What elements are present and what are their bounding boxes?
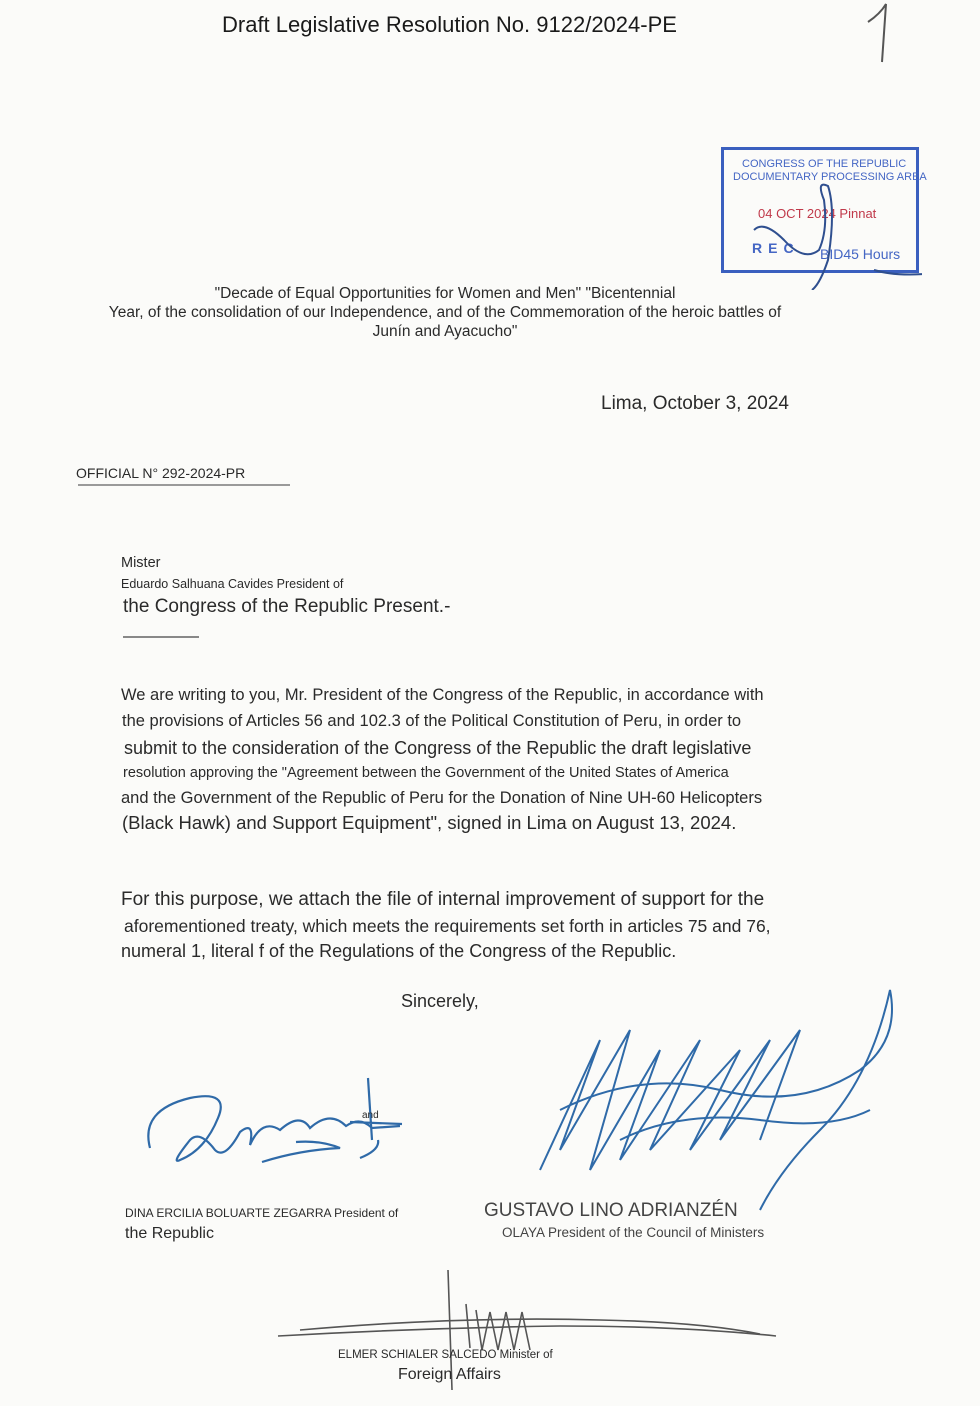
foreign-minister-name-line-1: ELMER SCHIALER SALCEDO Minister of (338, 1349, 553, 1361)
paragraph2-line-3: numeral 1, literal f of the Regulations of the Congress of the Republic. (121, 941, 677, 961)
addressee-salutation: Mister (121, 555, 161, 571)
closing-sincerely: Sincerely, (401, 991, 479, 1011)
paragraph1-line-1: We are writing to you, Mr. President of the Congress of the Republic, in accordance with (121, 686, 764, 704)
paragraph1-line-6: (Black Hawk) and Support Equipment", signed in Lima on August 13, 2024. (122, 812, 737, 833)
paragraph1-line-2: the provisions of Articles 56 and 102.3 of the Political Constitution of Peru, in order to (122, 712, 742, 730)
stamp-signature-scribble (724, 150, 922, 290)
stamp-line-2: DOCUMENTARY PROCESSING AREA (733, 171, 927, 183)
official-motto (60, 284, 830, 341)
president-name-line-1: DINA ERCILIA BOLUARTE ZEGARRA President of (125, 1206, 399, 1220)
paragraph2-line-1: For this purpose, we attach the file of internal improvement of support for the (121, 889, 765, 910)
council-minister-name-line-1: GUSTAVO LINO ADRIANZÉN (484, 1200, 738, 1221)
addressee-name: Eduardo Salhuana Cavides President of (121, 577, 344, 591)
foreign-minister-name-line-2: Foreign Affairs (398, 1366, 501, 1383)
president-name-line-2: the Republic (125, 1225, 214, 1242)
addressee-underline (123, 636, 199, 638)
stamp-hours: BID45 Hours (820, 246, 901, 262)
motto-line-2: Year, of the consolidation of our Independence, and of the Commemoration of the heroic battles of (108, 304, 782, 321)
motto-line-1: "Decade of Equal Opportunities for Women and Men" "Bicentennial (214, 285, 676, 302)
council-minister-name-line-2: OLAYA President of the Council of Ministers (502, 1225, 765, 1240)
stamp-date: 04 OCT 2024 Pinnat (758, 206, 877, 221)
motto-line-3: Junín and Ayacucho" (372, 323, 518, 340)
foreign-minister-signature (278, 1270, 776, 1390)
letter-date: Lima, October 3, 2024 (601, 393, 789, 414)
and-label: and (362, 1110, 379, 1121)
stamp-line-1: CONGRESS OF THE REPUBLIC (742, 158, 907, 170)
paragraph1-line-5: and the Government of the Republic of Peru for the Donation of Nine UH-60 Helicopters (121, 789, 763, 807)
official-reference: OFFICIAL N° 292-2024-PR (76, 465, 246, 481)
stamp-rec: REC (752, 240, 800, 256)
paragraph1-line-4: resolution approving the "Agreement between the Government of the United States of America (123, 765, 729, 781)
council-minister-signature (540, 990, 892, 1210)
addressee-body: the Congress of the Republic Present.- (123, 596, 451, 617)
reception-stamp (721, 147, 927, 273)
paragraph1-line-3: submit to the consideration of the Congress of the Republic the draft legislative (124, 738, 752, 758)
paragraph2-line-2: aforementioned treaty, which meets the requirements set forth in articles 75 and 76, (124, 916, 771, 936)
document-title: Draft Legislative Resolution No. 9122/2024-PE (222, 12, 677, 37)
handwritten-page-number (862, 0, 902, 70)
official-underline (78, 484, 290, 486)
